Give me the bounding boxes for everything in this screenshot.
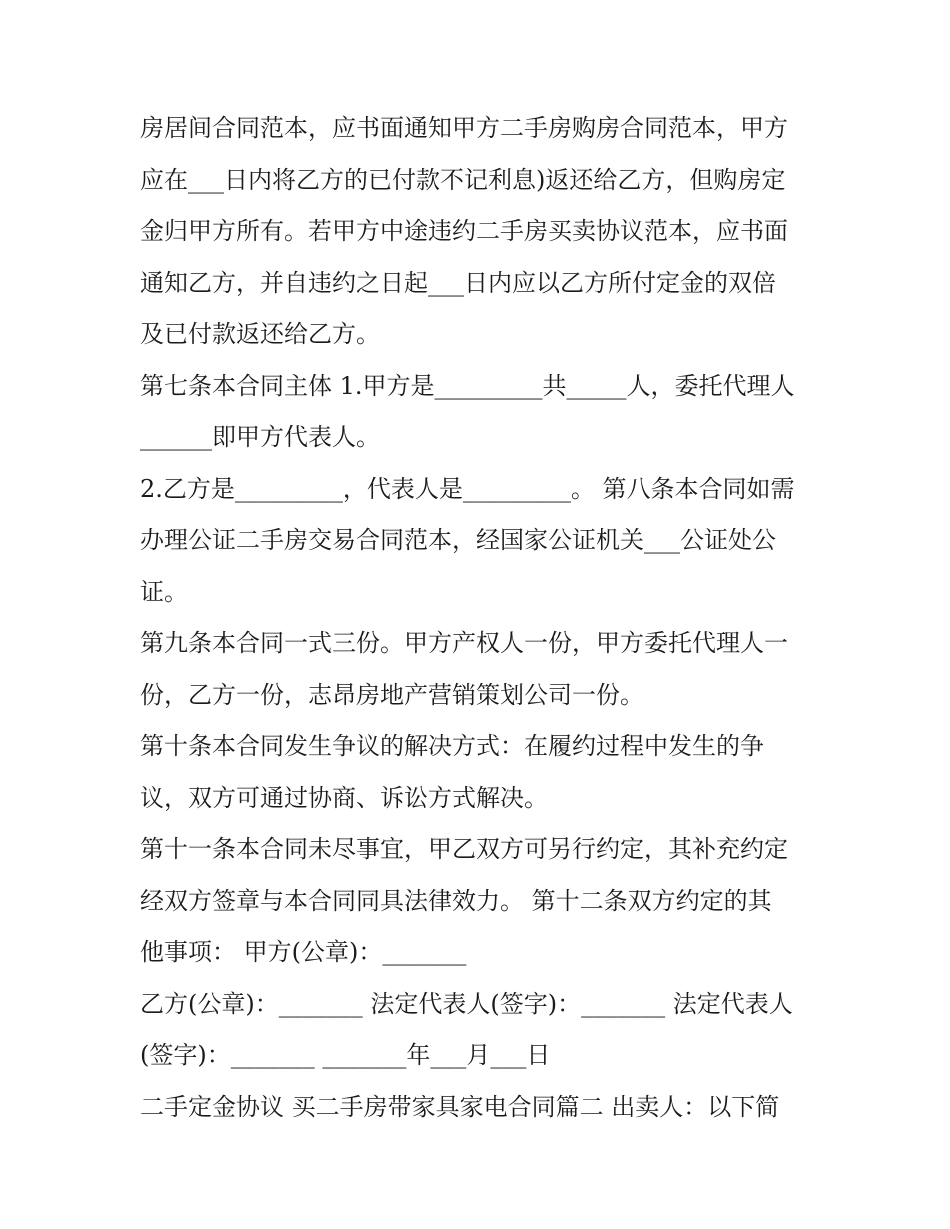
text-line: 他事项： 甲方(公章)：_______ (140, 938, 467, 966)
text-line: 应在___日内将乙方的已付款不记利息)返还给乙方，但购房定 (140, 165, 786, 194)
document-body (140, 103, 812, 1133)
text-line: 通知乙方，并自违约之日起___日内应以乙方所付定金的双倍 (140, 268, 776, 297)
text-line: 房居间合同范本，应书面通知甲方二手房购房合同范本，甲方 (140, 114, 788, 142)
text-line: 第七条本合同主体 1.甲方是_________共_____人，委托代理人 (140, 371, 795, 400)
text-line: 乙方(公章)：_______ 法定代表人(签字)：_______ 法定代表人 (140, 989, 793, 1018)
text-line: 议，双方可通过协商、诉讼方式解决。 (140, 783, 548, 812)
text-line: 2.乙方是_________，代表人是_________。 第八条本合同如需 (140, 474, 795, 503)
text-line: 金归甲方所有。若甲方中途违约二手房买卖协议范本，应书面 (140, 217, 788, 245)
text-line: 证。 (140, 577, 188, 606)
text-line: ______即甲方代表人。 (140, 423, 380, 451)
text-line: 经双方签章与本合同同具法律效力。 第十二条双方约定的其 (140, 886, 772, 915)
text-line: 及已付款返还给乙方。 (140, 320, 380, 348)
text-line: (签字)：_______ _______年___月___日 (140, 1041, 551, 1069)
text-line: 第十一条本合同未尽事宜，甲乙双方可另行约定，其补充约定 (140, 835, 788, 863)
text-line: 第十条本合同发生争议的解决方式：在履约过程中发生的争 (140, 732, 764, 760)
text-line: 办理公证二手房交易合同范本，经国家公证机关___公证处公 (140, 526, 776, 554)
text-line: 份，乙方一份，志昂房地产营销策划公司一份。 (140, 680, 644, 709)
text-line: 第九条本合同一式三份。甲方产权人一份，甲方委托代理人一 (140, 629, 788, 657)
text-line: 二手定金协议 买二手房带家具家电合同篇二 出卖人：以下简 (140, 1092, 780, 1121)
